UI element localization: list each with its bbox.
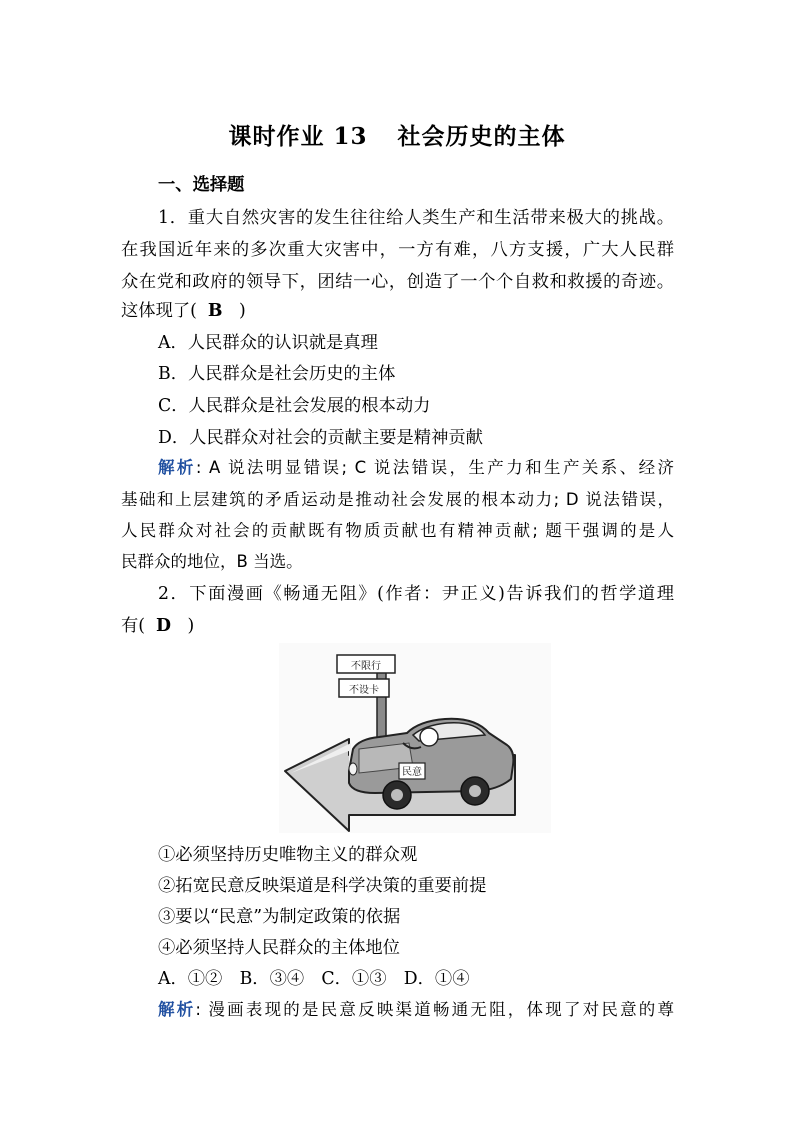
q2-explanation-label: 解析: [158, 1000, 196, 1019]
q1-explanation-line-3: 人民群众对社会的贡献既有物质贡献也有精神贡献; 题干强调的是人: [121, 521, 674, 540]
q2-statement-1: ①必须坚持历史唯物主义的群众观: [158, 845, 418, 865]
sign-top: [337, 655, 395, 673]
q1-option-c: C．人民群众是社会发展的根本动力: [158, 396, 431, 416]
cartoon-smooth-passage: [279, 643, 551, 833]
q2-explanation-text-1: : 漫画表现的是民意反映渠道畅通无阻，体现了对民意的尊: [195, 1000, 674, 1019]
q1-stem-line-3: 众在党和政府的领导下，团结一心，创造了一个个自救和救援的奇迹。: [121, 272, 674, 292]
q1-explanation-label: 解析: [158, 458, 196, 477]
driver-head: [420, 728, 438, 746]
q1-stem-line-1: 1．重大自然灾害的发生往往给人类生产和生活带来极大的挑战。: [158, 208, 674, 228]
q1-option-d: D．人民群众对社会的贡献主要是精神贡献: [158, 428, 483, 448]
q1-option-a: A．人民群众的认识就是真理: [158, 333, 378, 353]
q1-stem-prefix: 这体现了(: [121, 301, 197, 321]
q1-explanation-line-1: [158, 456, 674, 480]
q1-stem-line-2: 在我国近年来的多次重大灾害中，一方有难，八方支援，广大人民群: [121, 240, 674, 260]
q2-explanation-line-1: [158, 998, 674, 1022]
title-sub: 社会历史的主体: [397, 123, 566, 150]
q2-statement-3: ③要以“民意”为制定政策的依据: [158, 907, 401, 927]
q1-stem-line-4: [121, 299, 674, 323]
q2-answer: D: [156, 616, 172, 636]
q1-answer: B: [207, 301, 223, 321]
section-heading: 一、选择题: [158, 175, 245, 195]
sign-bottom-text: 不设卡: [349, 685, 379, 696]
q2-stem-suffix: ): [187, 616, 195, 636]
title-main: 课时作业 13: [228, 123, 368, 150]
q1-option-b: B．人民群众是社会历史的主体: [158, 364, 396, 384]
sign-bottom: [339, 679, 389, 697]
q2-stem-line-2: [121, 614, 674, 638]
q1-explanation-text-1: : A 说法明显错误; C 说法错误，生产力和生产关系、经济: [195, 458, 675, 477]
sign-top-text: 不限行: [351, 661, 381, 672]
q2-stem-prefix: 有(: [121, 616, 146, 636]
q2-stem-line-1: 2．下面漫画《畅通无阻》(作者：尹正义)告诉我们的哲学道理: [158, 584, 674, 604]
q2-statement-2: ②拓宽民意反映渠道是科学决策的重要前提: [158, 876, 487, 896]
q1-explanation-line-4: 民群众的地位，B 当选。: [121, 552, 303, 571]
q1-explanation-line-2: 基础和上层建筑的矛盾运动是推动社会发展的根本动力; D 说法错误，: [121, 490, 674, 509]
page-title: [0, 118, 794, 151]
car-label-text: 民意: [402, 767, 422, 778]
q2-statement-4: ④必须坚持人民群众的主体地位: [158, 938, 400, 958]
q2-choices: A．①② B．③④ C．①③ D．①④: [158, 969, 470, 989]
q1-stem-suffix: ): [238, 301, 246, 321]
